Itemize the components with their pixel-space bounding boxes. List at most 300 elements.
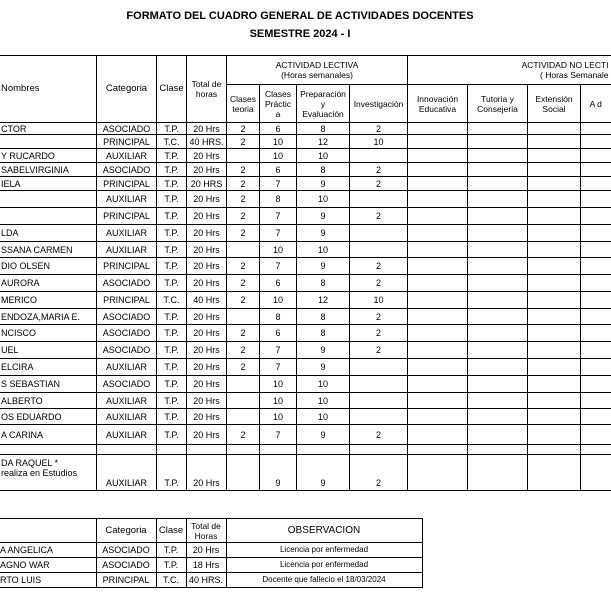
total-hours-cell: 20 Hrs xyxy=(187,123,227,135)
category-cell: ASOCIADO xyxy=(97,163,157,177)
category-cell: ASOCIADO xyxy=(96,543,156,558)
class-cell: T.P. xyxy=(157,376,187,393)
observations-table xyxy=(0,518,423,588)
teacher-name: ALBERTO xyxy=(0,393,97,409)
practice-cell: 7 xyxy=(260,258,297,275)
extension-cell xyxy=(528,325,581,342)
innovation-cell xyxy=(408,225,468,242)
theory-cell xyxy=(227,149,260,163)
category-cell: PRINCIPAL xyxy=(97,135,157,149)
table-row xyxy=(0,191,611,208)
total-hours-cell: 20 Hrs xyxy=(187,275,227,292)
category-cell: ASOCIADO xyxy=(97,275,157,292)
total-hours-cell: 20 Hrs xyxy=(187,191,227,208)
header-actividad-no-lectiva xyxy=(408,56,611,85)
practice-cell: 7 xyxy=(260,208,297,225)
cut-cell xyxy=(581,309,611,325)
practice-cell: 7 xyxy=(260,225,297,242)
class-cell: T.C. xyxy=(157,135,187,149)
teacher-name: A ANGELICA xyxy=(0,543,96,558)
teacher-name: SSANA CARMEN xyxy=(0,242,97,258)
header-clase: Clase xyxy=(157,56,187,123)
class-cell: T.P. xyxy=(157,242,187,258)
total-hours-cell: 20 Hrs xyxy=(187,455,227,491)
header-clases-teoria: Clases teoria xyxy=(227,85,260,123)
extension-cell xyxy=(528,242,581,258)
teacher-name xyxy=(0,455,97,491)
category-cell: PRINCIPAL xyxy=(97,177,157,191)
teacher-name: ENDOZA,MARIA E. xyxy=(0,309,97,325)
tutoring-cell xyxy=(468,325,528,342)
theory-cell: 2 xyxy=(227,163,260,177)
class-cell: T.P. xyxy=(157,409,187,425)
theory-cell: 2 xyxy=(227,275,260,292)
research-cell: 2 xyxy=(350,425,408,445)
total-hours-cell: 20 Hrs xyxy=(187,163,227,177)
innovation-cell xyxy=(408,149,468,163)
no-lectiva-title: ACTIVIDAD NO LECTI xyxy=(521,60,609,70)
preparation-cell: 12 xyxy=(297,135,350,149)
table-row-special xyxy=(0,455,611,491)
extension-cell xyxy=(528,393,581,409)
activities-table xyxy=(0,55,611,491)
category-cell: PRINCIPAL xyxy=(97,292,157,309)
total-hours-cell: 20 Hrs xyxy=(187,309,227,325)
theory-cell xyxy=(227,409,260,425)
innovation-cell xyxy=(408,325,468,342)
innovation-cell xyxy=(408,409,468,425)
total-hours-cell: 20 Hrs xyxy=(187,325,227,342)
category-cell: AUXILIAR xyxy=(97,359,157,376)
research-cell xyxy=(350,225,408,242)
research-cell xyxy=(350,242,408,258)
preparation-cell: 10 xyxy=(297,376,350,393)
practice-cell: 9 xyxy=(260,455,297,491)
cut-cell xyxy=(581,258,611,275)
research-cell: 2 xyxy=(350,258,408,275)
tutoring-cell xyxy=(468,149,528,163)
practice-cell: 10 xyxy=(260,393,297,409)
tutoring-cell xyxy=(468,309,528,325)
preparation-cell: 9 xyxy=(297,225,350,242)
innovation-cell xyxy=(408,425,468,445)
theory-cell xyxy=(227,242,260,258)
header-tutoria: Tutoria y Consejeria xyxy=(468,85,528,123)
cut-cell xyxy=(581,135,611,149)
class-cell: T.P. xyxy=(157,177,187,191)
table-row xyxy=(0,292,611,309)
theory-cell: 2 xyxy=(227,342,260,359)
practice-cell: 6 xyxy=(260,325,297,342)
theory-cell: 2 xyxy=(227,359,260,376)
table-row xyxy=(0,258,611,275)
table-row xyxy=(0,425,611,445)
extension-cell xyxy=(528,359,581,376)
research-cell: 10 xyxy=(350,292,408,309)
practice-cell: 6 xyxy=(260,163,297,177)
innovation-cell xyxy=(408,309,468,325)
tutoring-cell xyxy=(468,275,528,292)
teacher-name: LDA xyxy=(0,225,97,242)
research-cell xyxy=(350,191,408,208)
obs-header-observacion: OBSERVACION xyxy=(226,519,422,543)
class-cell: T.P. xyxy=(157,309,187,325)
theory-cell: 2 xyxy=(227,225,260,242)
class-cell: T.P. xyxy=(157,225,187,242)
teacher-name xyxy=(0,135,97,149)
tutoring-cell xyxy=(468,409,528,425)
cut-cell xyxy=(581,275,611,292)
cut-cell xyxy=(581,359,611,376)
theory-cell: 2 xyxy=(227,191,260,208)
class-cell: T.P. xyxy=(157,342,187,359)
total-hours-cell: 20 Hrs xyxy=(187,149,227,163)
tutoring-cell xyxy=(468,292,528,309)
header-investigacion: Investigación xyxy=(350,85,408,123)
observation-cell: Docente que fallecio el 18/03/2024 xyxy=(226,573,422,588)
innovation-cell xyxy=(408,163,468,177)
table-row xyxy=(0,149,611,163)
table-row xyxy=(0,325,611,342)
total-hours-cell: 40 HRS. xyxy=(186,573,226,588)
tutoring-cell xyxy=(468,455,528,491)
preparation-cell: 10 xyxy=(297,242,350,258)
preparation-cell: 9 xyxy=(297,208,350,225)
category-cell: ASOCIADO xyxy=(97,325,157,342)
cut-cell xyxy=(581,225,611,242)
research-cell: 2 xyxy=(350,455,408,491)
preparation-cell: 9 xyxy=(297,359,350,376)
tutoring-cell xyxy=(468,191,528,208)
table-row xyxy=(0,177,611,191)
category-cell: AUXILIAR xyxy=(97,191,157,208)
teacher-name: ELCIRA xyxy=(0,359,97,376)
research-cell: 2 xyxy=(350,275,408,292)
extension-cell xyxy=(528,135,581,149)
total-hours-cell: 20 Hrs xyxy=(187,242,227,258)
preparation-cell: 10 xyxy=(297,393,350,409)
extension-cell xyxy=(528,208,581,225)
header-total-horas: Total de horas xyxy=(187,56,227,123)
class-cell: T.P. xyxy=(157,455,187,491)
cut-cell xyxy=(581,376,611,393)
preparation-cell: 8 xyxy=(297,309,350,325)
tutoring-cell xyxy=(468,393,528,409)
extension-cell xyxy=(528,425,581,445)
class-cell: T.P. xyxy=(157,123,187,135)
header-preparacion: Preparación y Evaluación xyxy=(297,85,350,123)
name-line-1: DA RAQUEL * xyxy=(1,458,59,468)
extension-cell xyxy=(528,225,581,242)
category-cell: AUXILIAR xyxy=(97,425,157,445)
practice-cell: 10 xyxy=(260,292,297,309)
extension-cell xyxy=(528,149,581,163)
category-cell: AUXILIAR xyxy=(97,409,157,425)
header-innovacion: Innovación Educativa xyxy=(408,85,468,123)
class-cell: T.C. xyxy=(157,292,187,309)
teacher-name: NCISCO xyxy=(0,325,97,342)
practice-cell: 6 xyxy=(260,123,297,135)
class-cell: T.P. xyxy=(157,208,187,225)
category-cell: AUXILIAR xyxy=(97,149,157,163)
teacher-name xyxy=(0,208,97,225)
cut-cell xyxy=(581,325,611,342)
research-cell: 2 xyxy=(350,177,408,191)
theory-cell xyxy=(227,376,260,393)
extension-cell xyxy=(528,342,581,359)
research-cell: 2 xyxy=(350,325,408,342)
preparation-cell: 9 xyxy=(297,258,350,275)
table-row xyxy=(0,275,611,292)
header-clases-practica: Clases Práctic a xyxy=(260,85,297,123)
tutoring-cell xyxy=(468,342,528,359)
research-cell: 10 xyxy=(350,135,408,149)
table-row xyxy=(0,208,611,225)
category-cell: ASOCIADO xyxy=(96,558,156,573)
cut-cell xyxy=(581,425,611,445)
header-categoria: Categoria xyxy=(97,56,157,123)
innovation-cell xyxy=(408,393,468,409)
research-cell: 2 xyxy=(350,309,408,325)
preparation-cell: 9 xyxy=(297,425,350,445)
extension-cell xyxy=(528,376,581,393)
cut-cell xyxy=(581,149,611,163)
research-cell: 2 xyxy=(350,123,408,135)
preparation-cell: 9 xyxy=(297,342,350,359)
header-actividad-lectiva xyxy=(227,56,408,85)
theory-cell: 2 xyxy=(227,292,260,309)
extension-cell xyxy=(528,275,581,292)
practice-cell: 7 xyxy=(260,342,297,359)
practice-cell: 10 xyxy=(260,242,297,258)
obs-header-clase: Clase xyxy=(156,519,186,543)
table-row xyxy=(0,309,611,325)
name-line-2: realiza en Estudios xyxy=(1,468,78,478)
category-cell: ASOCIADO xyxy=(97,342,157,359)
cut-cell xyxy=(581,292,611,309)
theory-cell: 2 xyxy=(227,135,260,149)
research-cell xyxy=(350,393,408,409)
practice-cell: 8 xyxy=(260,191,297,208)
class-cell: T.P. xyxy=(157,191,187,208)
table-row xyxy=(0,135,611,149)
tutoring-cell xyxy=(468,258,528,275)
total-hours-cell: 20 Hrs xyxy=(187,409,227,425)
extension-cell xyxy=(528,309,581,325)
teacher-name: CTOR xyxy=(0,123,97,135)
extension-cell xyxy=(528,455,581,491)
category-cell: ASOCIADO xyxy=(97,309,157,325)
category-cell: AUXILIAR xyxy=(97,225,157,242)
obs-header-categoria: Categoria xyxy=(96,519,156,543)
cut-cell xyxy=(581,123,611,135)
cut-cell xyxy=(581,409,611,425)
practice-cell: 10 xyxy=(260,135,297,149)
class-cell: T.P. xyxy=(156,543,186,558)
theory-cell: 2 xyxy=(227,208,260,225)
class-cell: T.P. xyxy=(156,558,186,573)
theory-cell: 2 xyxy=(227,177,260,191)
tutoring-cell xyxy=(468,242,528,258)
class-cell: T.C. xyxy=(156,573,186,588)
table-row xyxy=(0,543,422,558)
cut-cell xyxy=(581,455,611,491)
total-hours-cell: 20 Hrs xyxy=(187,342,227,359)
table-row xyxy=(0,359,611,376)
table-row xyxy=(0,163,611,177)
class-cell: T.P. xyxy=(157,425,187,445)
teacher-name: RTO LUIS xyxy=(0,573,96,588)
teacher-name: IELA xyxy=(0,177,97,191)
category-cell: AUXILIAR xyxy=(97,242,157,258)
preparation-cell: 8 xyxy=(297,123,350,135)
practice-cell: 7 xyxy=(260,425,297,445)
total-hours-cell: 18 Hrs xyxy=(186,558,226,573)
cut-cell xyxy=(581,342,611,359)
innovation-cell xyxy=(408,177,468,191)
innovation-cell xyxy=(408,123,468,135)
category-cell: AUXILIAR xyxy=(97,455,157,491)
innovation-cell xyxy=(408,208,468,225)
teacher-name: S SEBASTIAN xyxy=(0,376,97,393)
research-cell xyxy=(350,376,408,393)
total-hours-cell: 20 Hrs xyxy=(187,225,227,242)
tutoring-cell xyxy=(468,123,528,135)
practice-cell: 8 xyxy=(260,309,297,325)
tutoring-cell xyxy=(468,163,528,177)
innovation-cell xyxy=(408,342,468,359)
total-hours-cell: 40 HRS. xyxy=(187,135,227,149)
innovation-cell xyxy=(408,275,468,292)
research-cell: 2 xyxy=(350,342,408,359)
practice-cell: 10 xyxy=(260,409,297,425)
cut-cell xyxy=(581,208,611,225)
category-cell: PRINCIPAL xyxy=(97,258,157,275)
preparation-cell: 8 xyxy=(297,163,350,177)
innovation-cell xyxy=(408,191,468,208)
category-cell: ASOCIADO xyxy=(97,376,157,393)
table-row xyxy=(0,573,422,588)
extension-cell xyxy=(528,163,581,177)
preparation-cell: 8 xyxy=(297,275,350,292)
category-cell: ASOCIADO xyxy=(97,123,157,135)
category-cell: PRINCIPAL xyxy=(96,573,156,588)
total-hours-cell: 20 Hrs xyxy=(187,376,227,393)
cut-cell xyxy=(581,163,611,177)
teacher-name: AGNO WAR xyxy=(0,558,96,573)
cut-cell xyxy=(581,242,611,258)
lectiva-subtitle: (Horas semanales) xyxy=(281,70,353,80)
observation-cell: Licencia por enfermedad xyxy=(226,543,422,558)
preparation-cell: 10 xyxy=(297,191,350,208)
innovation-cell xyxy=(408,258,468,275)
category-cell: AUXILIAR xyxy=(97,393,157,409)
total-hours-cell: 20 HRS xyxy=(187,177,227,191)
practice-cell: 10 xyxy=(260,149,297,163)
research-cell xyxy=(350,359,408,376)
practice-cell: 10 xyxy=(260,376,297,393)
teacher-name: SABELVIRGINIA xyxy=(0,163,97,177)
table-row xyxy=(0,225,611,242)
total-hours-cell: 40 Hrs xyxy=(187,292,227,309)
theory-cell xyxy=(227,393,260,409)
extension-cell xyxy=(528,123,581,135)
teacher-name xyxy=(0,191,97,208)
class-cell: T.P. xyxy=(157,325,187,342)
table-row xyxy=(0,342,611,359)
table-row xyxy=(0,123,611,135)
table-row xyxy=(0,376,611,393)
extension-cell xyxy=(528,191,581,208)
class-cell: T.P. xyxy=(157,393,187,409)
research-cell xyxy=(350,149,408,163)
teacher-name: OS EDUARDO xyxy=(0,409,97,425)
table-row xyxy=(0,242,611,258)
teacher-name: UEL xyxy=(0,342,97,359)
theory-cell xyxy=(227,455,260,491)
teacher-name: Y RUCARDO xyxy=(0,149,97,163)
total-hours-cell: 20 Hrs xyxy=(186,543,226,558)
total-hours-cell: 20 Hrs xyxy=(187,258,227,275)
total-hours-cell: 20 Hrs xyxy=(187,393,227,409)
tutoring-cell xyxy=(468,425,528,445)
cut-cell xyxy=(581,393,611,409)
total-hours-cell: 20 Hrs xyxy=(187,359,227,376)
innovation-cell xyxy=(408,455,468,491)
tutoring-cell xyxy=(468,135,528,149)
practice-cell: 7 xyxy=(260,177,297,191)
innovation-cell xyxy=(408,242,468,258)
practice-cell: 6 xyxy=(260,275,297,292)
table-row xyxy=(0,409,611,425)
no-lectiva-subtitle: ( Horas Semanale xyxy=(540,70,609,80)
theory-cell: 2 xyxy=(227,425,260,445)
total-hours-cell: 20 Hrs xyxy=(187,425,227,445)
name-header-empty xyxy=(0,519,96,543)
extension-cell xyxy=(528,177,581,191)
header-nombres: Nombres xyxy=(0,56,97,123)
research-cell: 2 xyxy=(350,163,408,177)
header-extension: Extensión Social xyxy=(528,85,581,123)
theory-cell: 2 xyxy=(227,123,260,135)
class-cell: T.P. xyxy=(157,359,187,376)
observation-cell: Licencia por enfermedad xyxy=(226,558,422,573)
theory-cell xyxy=(227,309,260,325)
research-cell: 2 xyxy=(350,208,408,225)
tutoring-cell xyxy=(468,177,528,191)
header-cut-column: A d xyxy=(581,85,611,123)
theory-cell: 2 xyxy=(227,325,260,342)
theory-cell: 2 xyxy=(227,258,260,275)
extension-cell xyxy=(528,258,581,275)
cut-cell xyxy=(581,191,611,208)
innovation-cell xyxy=(408,359,468,376)
table-row xyxy=(0,393,611,409)
tutoring-cell xyxy=(468,225,528,242)
extension-cell xyxy=(528,292,581,309)
lectiva-title: ACTIVIDAD LECTIVA xyxy=(275,60,359,70)
innovation-cell xyxy=(408,376,468,393)
innovation-cell xyxy=(408,135,468,149)
tutoring-cell xyxy=(468,208,528,225)
preparation-cell: 10 xyxy=(297,409,350,425)
cut-cell xyxy=(581,177,611,191)
research-cell xyxy=(350,409,408,425)
teacher-name: DIO OLSEN xyxy=(0,258,97,275)
class-cell: T.P. xyxy=(157,275,187,292)
category-cell: PRINCIPAL xyxy=(97,208,157,225)
class-cell: T.P. xyxy=(157,149,187,163)
